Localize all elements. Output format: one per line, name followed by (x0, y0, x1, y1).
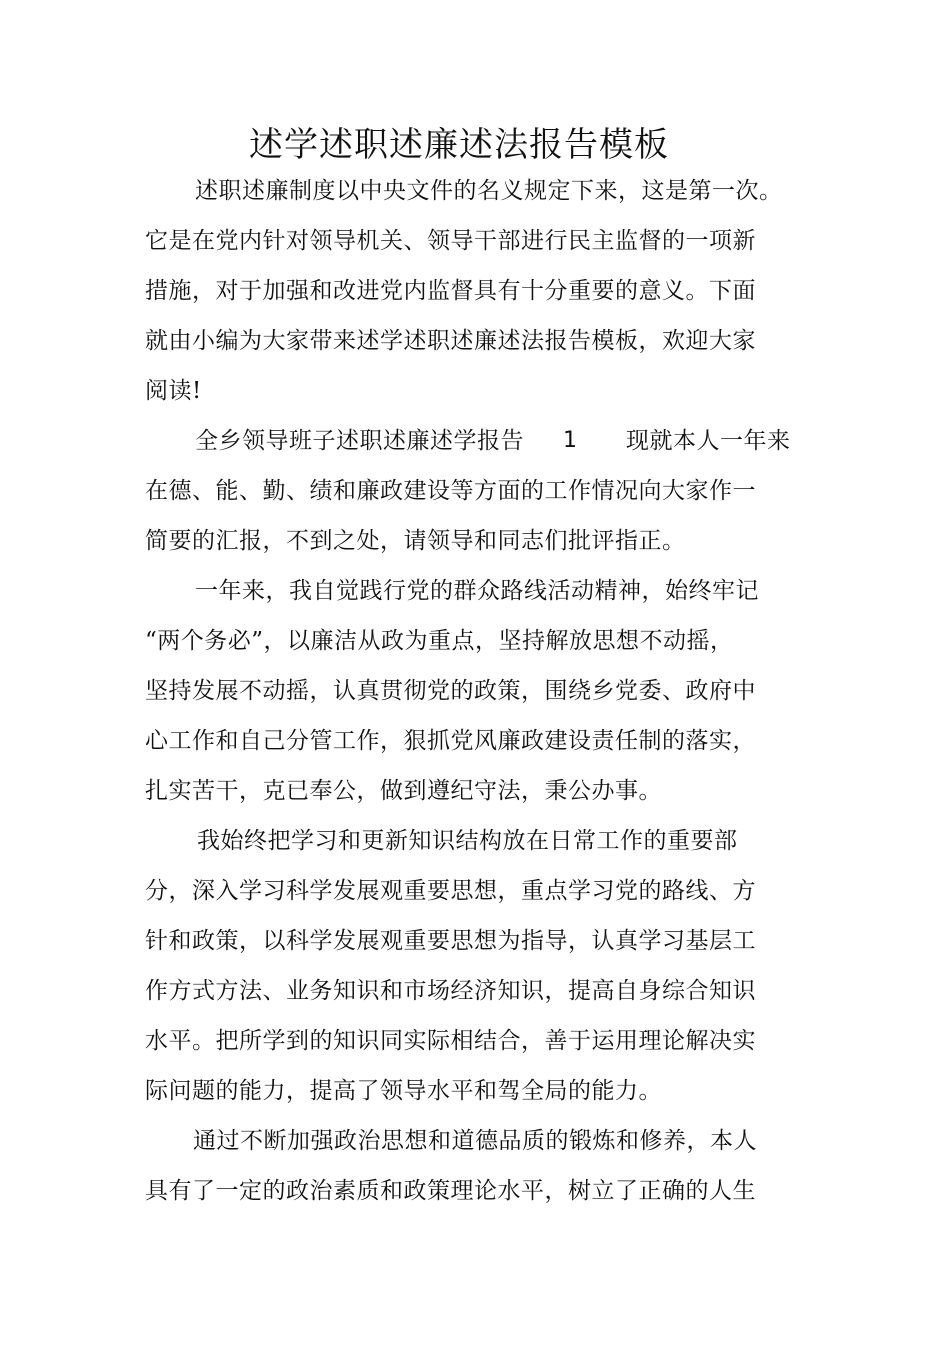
report-number: 1 (563, 428, 578, 453)
paragraph-line: 现就本人一年来 (626, 428, 791, 454)
paragraph-line: 针和政策，以科学发展观重要思想为指导，认真学习基层工 (145, 928, 756, 954)
paragraph-line: 心工作和自己分管工作，狠抓党风廉政建设责任制的落实， (145, 728, 756, 754)
paragraph-line: 通过不断加强政治思想和道德品质的锻炼和修养，本人 (193, 1128, 757, 1154)
paragraph-line: 具有了一定的政治素质和政策理论水平，树立了正确的人生 (145, 1178, 756, 1204)
paragraph-line: 述职述廉制度以中央文件的名义规定下来，这是第一次。 (195, 178, 783, 204)
paragraph-line: 坚持发展不动摇，认真贯彻党的政策，围绕乡党委、政府中 (145, 678, 756, 704)
paragraph-line: 我始终把学习和更新知识结构放在日常工作的重要部 (197, 828, 738, 854)
document-title: 述学述职述廉述法报告模板 (249, 125, 669, 165)
paragraph-line: 它是在党内针对领导机关、领导干部进行民主监督的一项新 (145, 228, 756, 254)
paragraph-line: 一年来，我自觉践行党的群众路线活动精神，始终牢记 (195, 578, 759, 604)
paragraph-line: 际问题的能力，提高了领导水平和驾全局的能力。 (145, 1078, 662, 1104)
paragraph-line: 就由小编为大家带来述学述职述廉述法报告模板，欢迎大家 (145, 328, 756, 354)
paragraph-line: 简要的汇报，不到之处，请领导和同志们批评指正。 (145, 528, 686, 554)
paragraph-line: “两个务必”，以廉洁从政为重点，坚持解放思想不动摇， (145, 628, 734, 654)
report-heading-text: 全乡领导班子述职述廉述学报告 (195, 428, 524, 454)
paragraph-line: 措施，对于加强和改进党内监督具有十分重要的意义。下面 (145, 278, 756, 304)
paragraph-line: 水平。把所学到的知识同实际相结合，善于运用理论解决实 (145, 1028, 756, 1054)
paragraph-line: 扎实苦干，克已奉公，做到遵纪守法，秉公办事。 (145, 778, 662, 804)
paragraph-line: 作方式方法、业务知识和市场经济知识，提高自身综合知识 (145, 978, 756, 1004)
paragraph-line: 在德、能、勤、绩和廉政建设等方面的工作情况向大家作一 (145, 478, 756, 504)
paragraph-line: 分，深入学习科学发展观重要思想，重点学习党的路线、方 (145, 878, 756, 904)
paragraph-line: 阅读! (145, 378, 202, 404)
